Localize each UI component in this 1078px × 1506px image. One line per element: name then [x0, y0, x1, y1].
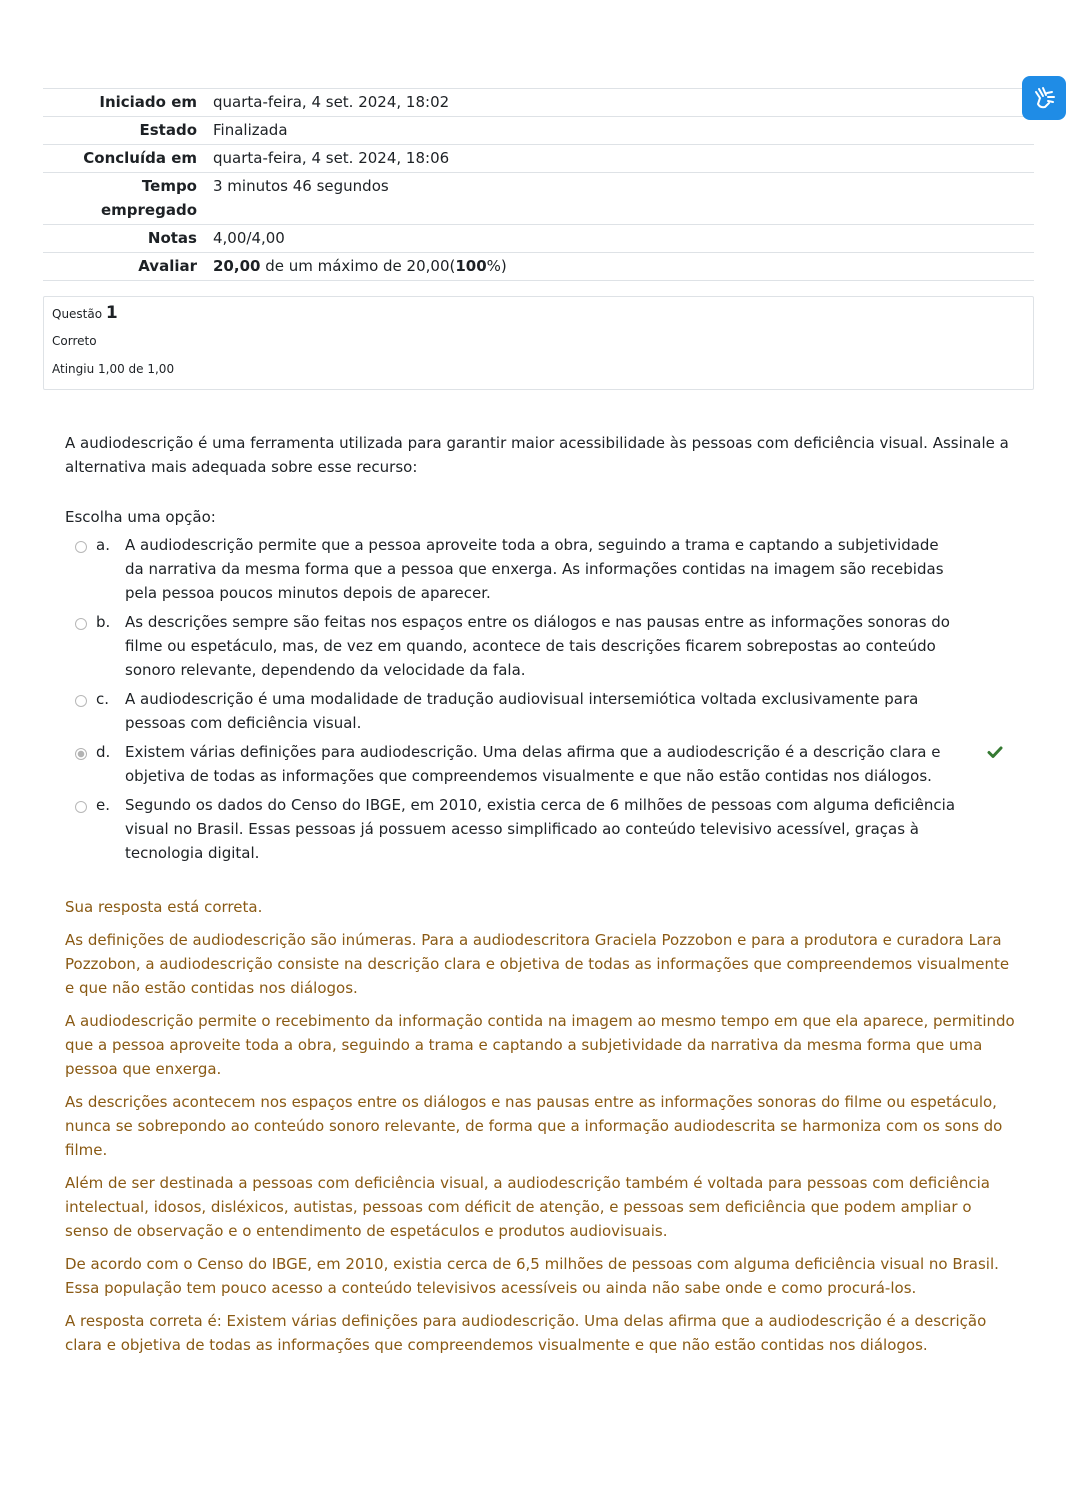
option-letter: d.: [96, 743, 111, 761]
summary-label: Avaliar: [43, 253, 213, 281]
correct-answer-text: A resposta correta é: Existem várias definições para audiodescrição. Uma delas afirma que a audiodescrição é a descrição clara e objetiva de todas as informações que compreendemos visualmente e que não estão contidas nos diálogos.: [65, 1312, 987, 1354]
grade-percent: 100: [455, 257, 487, 275]
option-text: As descrições sempre são feitas nos espaços entre os diálogos e nas pausas entre as informações sonoras do filme ou espetáculo, mas, de vez em quando, acontece de tais descrições ficarem sobrepostas ao conteúdo sonoro relevante, dependendo da velocidade da fala.: [125, 613, 950, 679]
correct-check-icon: [987, 744, 1003, 760]
question-state: Correto: [52, 334, 97, 348]
summary-value: 3 minutos 46 segundos: [213, 173, 1034, 225]
option-text: A audiodescrição é uma modalidade de tradução audiovisual intersemiótica voltada exclusivamente para pessoas com deficiência visual.: [125, 690, 919, 732]
summary-value: quarta-feira, 4 set. 2024, 18:02: [213, 89, 1034, 117]
option-text: Segundo os dados do Censo do IBGE, em 2010, existia cerca de 6 milhões de pessoas com alguma deficiência visual no Brasil. Essas pessoas já possuem acesso simplificado ao conteúdo televisivo acessível, graças à tecnologia digital.: [125, 796, 956, 862]
option-a[interactable]: [65, 533, 1015, 605]
question-label: Questão: [52, 307, 103, 321]
question-number: [52, 303, 118, 323]
accessibility-button[interactable]: [1022, 76, 1066, 120]
answer-prompt: Escolha uma opção:: [65, 508, 216, 526]
option-c[interactable]: [65, 687, 1015, 735]
summary-label: Tempo empregado: [43, 173, 213, 225]
feedback-status: Sua resposta está correta.: [65, 898, 263, 916]
option-d[interactable]: [65, 740, 1015, 788]
option-letter: e.: [96, 796, 110, 814]
feedback-paragraph: Além de ser destinada a pessoas com deficiência visual, a audiodescrição também é voltada para pessoas com deficiência intelectual, idosos, disléxicos, autistas, pessoas com déficit de atenção, e pessoas sem deficiência que podem ampliar o senso de observação e o entendimento de espetáculos e produtos audiovisuais.: [65, 1174, 990, 1240]
radio-button[interactable]: [75, 618, 87, 630]
summary-row-completed: [43, 145, 1034, 173]
summary-row-marks: [43, 225, 1034, 253]
option-text: Existem várias definições para audiodescrição. Uma delas afirma que a audiodescrição é a descrição clara e objetiva de todas as informações que compreendemos visualmente e que não estão contidas nos diálogos.: [125, 743, 941, 785]
option-letter: c.: [96, 690, 110, 708]
summary-row-time-taken: [43, 173, 1034, 225]
radio-button[interactable]: [75, 801, 87, 813]
feedback-paragraph: A audiodescrição permite o recebimento da informação contida na imagem ao mesmo tempo em que ela aparece, permitindo que a pessoa aproveite toda a obra, seguindo a trama e captando a subjetividade da narrativa da mesma forma que uma pessoa que enxerga.: [65, 1012, 1015, 1078]
summary-row-grade: [43, 253, 1034, 281]
sign-language-icon: [1030, 84, 1058, 112]
summary-label: Concluída em: [43, 145, 213, 173]
summary-value: [213, 253, 1034, 281]
feedback-paragraph: As definições de audiodescrição são inúmeras. Para a audiodescritora Graciela Pozzobon e para a produtora e curadora Lara Pozzobon, a audiodescrição consiste na descrição clara e objetiva de todas as informações que compreendemos visualmente e que não estão contidas nos diálogos.: [65, 931, 1010, 997]
option-letter: b.: [96, 613, 111, 631]
radio-button-selected[interactable]: [75, 748, 87, 760]
grade-score: 20,00: [213, 257, 261, 275]
summary-value: quarta-feira, 4 set. 2024, 18:06: [213, 145, 1034, 173]
radio-button[interactable]: [75, 541, 87, 553]
feedback-paragraph: De acordo com o Censo do IBGE, em 2010, existia cerca de 6,5 milhões de pessoas com alguma deficiência visual no Brasil. Essa população tem pouco acesso a conteúdo televisivos acessíveis ou ainda não sabe onde e como procurá-los.: [65, 1255, 999, 1297]
question-info-box: [43, 296, 1034, 390]
grade-mid: de um máximo de 20,00(: [260, 257, 456, 275]
feedback-paragraph: As descrições acontecem nos espaços entre os diálogos e nas pausas entre as informações sonoras do filme ou espetáculo, nunca se sobrepondo ao conteúdo sonoro relevante, de forma que a informação audiodescrita se harmoniza com os sons do filme.: [65, 1093, 1003, 1159]
option-b[interactable]: [65, 610, 1015, 682]
radio-button[interactable]: [75, 695, 87, 707]
grade-end: %): [486, 257, 507, 275]
summary-label: Iniciado em: [43, 89, 213, 117]
option-letter: a.: [96, 536, 110, 554]
option-e[interactable]: [65, 793, 1015, 865]
answer-options: [65, 533, 1015, 870]
summary-value: Finalizada: [213, 117, 1034, 145]
summary-label: Estado: [43, 117, 213, 145]
summary-row-state: [43, 117, 1034, 145]
summary-row-started: [43, 89, 1034, 117]
attempt-summary-table: [43, 88, 1034, 281]
summary-value: 4,00/4,00: [213, 225, 1034, 253]
feedback-section: [65, 895, 1015, 1366]
question-number-value: 1: [105, 303, 118, 323]
option-text: A audiodescrição permite que a pessoa aproveite toda a obra, seguindo a trama e captando a subjetividade da narrativa da mesma forma que a pessoa que enxerga. As informações contidas na imagem são recebidas pela pessoa poucos minutos depois de aparecer.: [125, 536, 944, 602]
summary-label: Notas: [43, 225, 213, 253]
question-text: A audiodescrição é uma ferramenta utilizada para garantir maior acessibilidade às pessoas com deficiência visual. Assinale a alternativa mais adequada sobre esse recurso:: [65, 434, 1009, 476]
question-grade: Atingiu 1,00 de 1,00: [52, 362, 175, 376]
